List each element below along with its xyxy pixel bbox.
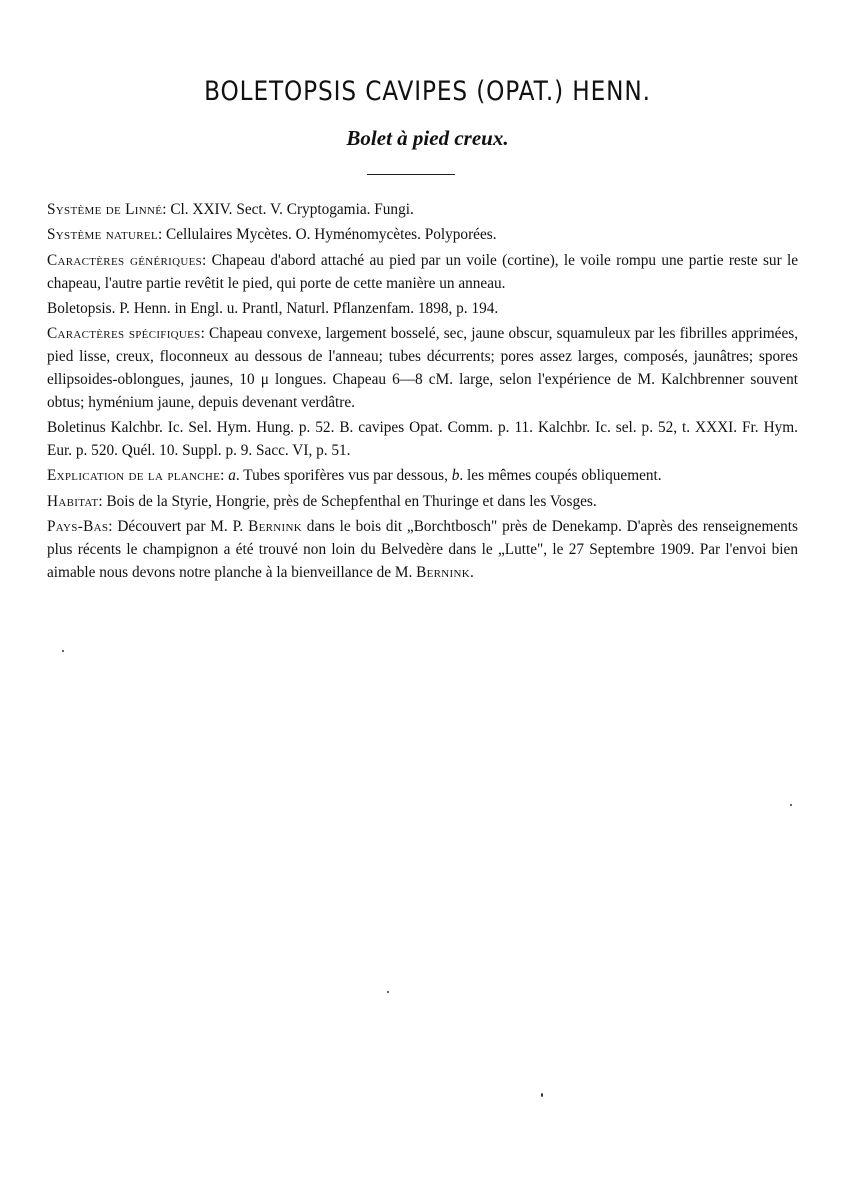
description-body (47, 199, 798, 587)
paragraph-explication-planche (47, 465, 798, 488)
paragraph-text: Boletinus Kalchbr. Ic. Sel. Hym. Hung. p. 52. B. cavipes Opat. Comm. p. 11. Kalchbr. Ic. sel. p. 52, t. XXXI. Fr. Hym. Eur. p. 520. Quél. 10. Suppl. p. 9. Sacc. VI, p. 51. (47, 419, 798, 459)
paragraph-text: . (469, 563, 474, 581)
label-colon: : (200, 325, 210, 343)
paragraph-boletopsis-reference (47, 298, 798, 321)
paragraph-pays-bas (47, 516, 798, 584)
figure-letter-a: a (228, 467, 236, 485)
paragraph-text: Chapeau convexe, largement bosselé, sec, jaune obscur, squamuleux par les fibrilles apprimées, pied lisse, creux, floconneux au dessous de l'anneau; tubes décurrents; pores assez larges, composés, jaunâtres; spores ellipsoides-oblongues, jaunes, 10 μ longues. Chapeau 6—8 cM. large, selon l'expérience de M. Kalchbrenner souvent obtus; hyménium jaune, depuis devenant verdâtre. (47, 325, 799, 411)
paragraph-text: Cl. XXIV. Sect. V. Cryptogamia. Fungi. (170, 201, 414, 218)
label-colon: : (98, 492, 107, 510)
paragraph-text: dans le bois dit „Borchtbosch" près de Denekamp. D'après des renseignements plus récents le champignon a été trouvé non loin du Belvedère dans le „Lutte", le 27 Septembre 1909. Par l'envoi bien aimable nous devons notre planche à la bienveillance de M. (47, 518, 798, 581)
paragraph-text: Boletopsis. P. Henn. in Engl. u. Prantl, Naturl. Pflanzenfam. 1898, p. 194. (47, 299, 499, 317)
label-caracteres-specifiques: Caractères spécifiques (47, 325, 201, 343)
paragraph-text: Cellulaires Mycètes. O. Hyménomycètes. Polyporées. (166, 226, 497, 244)
figure-caption-b: . les mêmes coupés obliquement. (459, 467, 662, 485)
label-colon: : (202, 251, 212, 269)
paragraph-systeme-linne (47, 199, 798, 222)
label-systeme-naturel: Système naturel (47, 226, 158, 244)
label-colon: : (162, 201, 171, 218)
figure-caption-a: . Tubes sporifères vus par dessous, (235, 467, 452, 485)
figure-letter-b: b (451, 467, 460, 485)
person-name-bernink: Bernink (416, 563, 470, 581)
paragraph-text: Chapeau d'abord attaché au pied par un voile (cortine), le voile rompu une partie reste sur le chapeau, l'autre partie revêtit le pied, qui porte de cette manière un anneau. (47, 251, 799, 292)
paragraph-boletinus-references (47, 417, 798, 463)
paragraph-systeme-naturel (47, 224, 798, 247)
label-colon: : (108, 518, 118, 536)
person-name-bernink: Bernink (248, 518, 302, 536)
label-colon: : (220, 467, 229, 485)
label-systeme-linne: Système de Linné (47, 201, 163, 218)
label-explication-planche: Explication de la planche (47, 467, 221, 485)
label-pays-bas: Pays-Bas (47, 518, 109, 536)
print-speck (541, 1093, 543, 1097)
paragraph-caracteres-specifiques (47, 323, 798, 414)
paragraph-caracteres-generiques (47, 250, 798, 296)
label-caracteres-generiques: Caractères génériques (47, 251, 203, 269)
label-habitat: Habitat (47, 492, 99, 510)
print-speck (790, 804, 792, 806)
title-divider (367, 174, 455, 175)
paragraph-text: Découvert par M. P. (117, 518, 249, 536)
page-subtitle: Bolet à pied creux. (346, 126, 509, 150)
page-title: BOLETOPSIS CAVIPES (OPAT.) HENN. (204, 76, 651, 107)
paragraph-habitat (47, 491, 798, 514)
print-speck (387, 991, 389, 993)
paragraph-text: Bois de la Styrie, Hongrie, près de Schepfenthal en Thuringe et dans les Vosges. (106, 492, 597, 510)
label-colon: : (157, 226, 167, 244)
print-speck (62, 650, 64, 652)
